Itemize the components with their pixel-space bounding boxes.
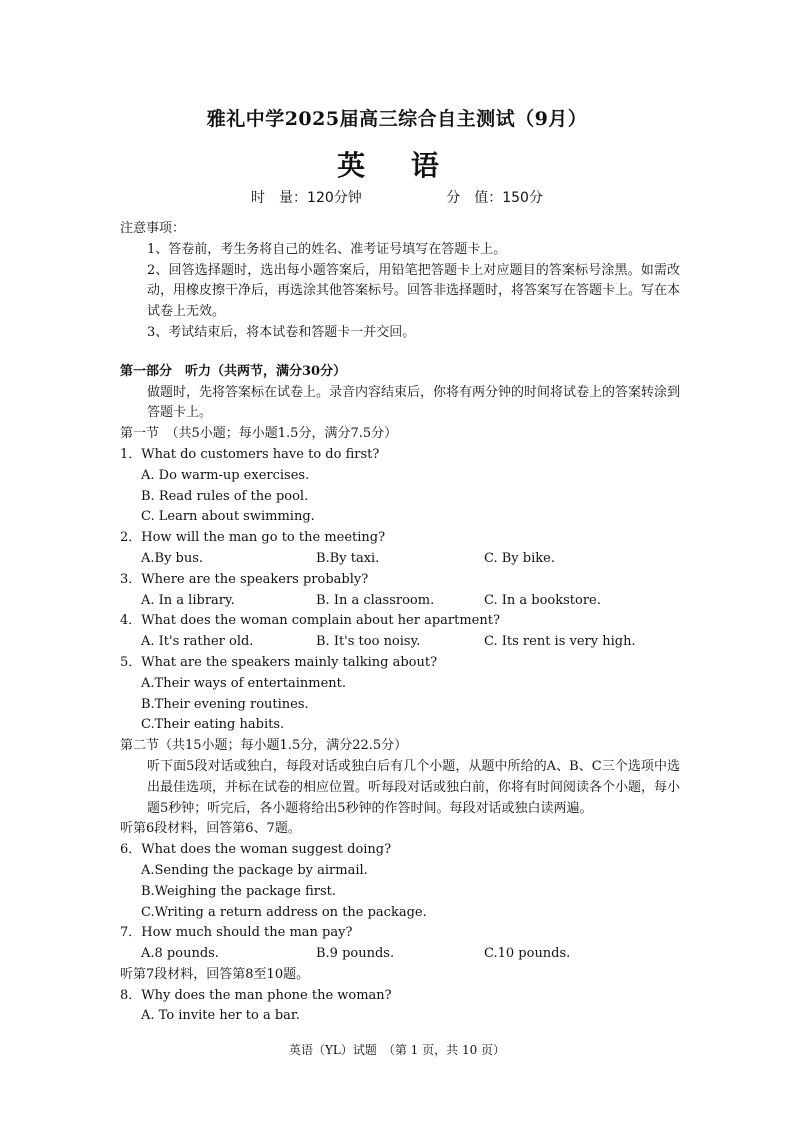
question-stem: 2．How will the man go to the meeting? <box>120 530 386 546</box>
option-b: B. It's too noisy. <box>316 634 421 650</box>
exam-content <box>120 219 680 1027</box>
part1-instructions: 做题时，先将答案标在试卷上。录音内容结束后，你将有两分钟的时间将试卷上的答案转涂到答题卡上。 <box>147 384 681 421</box>
option-b: B. In a classroom. <box>316 592 435 608</box>
exam-meta <box>0 187 794 207</box>
option-a: A. Do warm-up exercises. <box>141 467 310 483</box>
notice-item: 3、考试结束后，将本试卷和答题卡一并交回。 <box>147 324 416 340</box>
option-c: C. In a bookstore. <box>484 592 601 608</box>
question-stem: 8．Why does the man phone the woman? <box>120 987 392 1003</box>
score-label: 分 值：150分 <box>446 190 543 206</box>
question-stem: 7．How much should the man pay? <box>120 925 353 941</box>
option-a: A.Their ways of entertainment. <box>141 675 347 691</box>
option-c: C. Its rent is very high. <box>484 634 636 650</box>
option-c: C.Their eating habits. <box>141 717 285 733</box>
question-stem: 3．Where are the speakers probably? <box>120 571 369 587</box>
section1-heading: 第一节 （共5小题；每小题1.5分，满分7.5分） <box>120 426 398 442</box>
part1-heading: 第一部分 听力（共两节，满分30分） <box>120 363 347 379</box>
option-b: B.Weighing the package first. <box>141 883 336 899</box>
option-c: C.10 pounds. <box>484 946 571 962</box>
section2-heading: 第二节（共15小题；每小题1.5分，满分22.5分） <box>120 738 408 754</box>
question-stem: 6．What does the woman suggest doing? <box>120 842 392 858</box>
options-row <box>120 944 680 965</box>
question-stem: 5．What are the speakers mainly talking about? <box>120 654 438 670</box>
options-row <box>120 549 680 570</box>
option-a: A.By bus. <box>141 550 204 566</box>
option-b: B.By taxi. <box>316 550 380 566</box>
page-footer: 英语（YL）试题 （第 1 页，共 10 页） <box>288 1043 506 1057</box>
question-stem: 4．What does the woman complain about her apartment? <box>120 613 500 629</box>
question-stem: 1．What do customers have to do first? <box>120 446 380 462</box>
exam-title: 雅礼中学2025届高三综合自主测试（9月） <box>206 108 588 130</box>
option-a: A. To invite her to a bar. <box>141 1008 300 1024</box>
notice-item: 2、回答选择题时，选出每小题答案后，用铅笔把答题卡上对应题目的答案标号涂黑。如需改动，用橡皮擦干净后，再选涂其他答案标号。回答非选择题时，将答案写在答题卡上。写在本试卷上无效。 <box>147 262 681 320</box>
option-b: B.Their evening routines. <box>141 696 309 712</box>
option-a: A.8 pounds. <box>141 946 219 962</box>
option-b: B. Read rules of the pool. <box>141 488 309 504</box>
option-c: C. Learn about swimming. <box>141 509 315 525</box>
option-a: A. In a library. <box>141 592 235 608</box>
option-a: A.Sending the package by airmail. <box>141 862 368 878</box>
time-label: 时 量：120分钟 <box>251 190 362 206</box>
options-row <box>120 632 680 653</box>
material-note: 听第6段材料，回答第6、7题。 <box>120 821 301 837</box>
option-a: A. It's rather old. <box>141 634 254 650</box>
notice-item: 1、答卷前，考生务将自己的姓名、准考证号填写在答题卡上。 <box>147 241 507 257</box>
options-row <box>120 591 680 612</box>
option-c: C. By bike. <box>484 550 555 566</box>
option-c: C.Writing a return address on the package. <box>141 904 427 920</box>
option-b: B.9 pounds. <box>316 946 395 962</box>
subject-heading: 英 语 <box>337 149 457 182</box>
notice-heading: 注意事项： <box>120 221 186 236</box>
material-note: 听第7段材料，回答第8至10题。 <box>120 966 310 982</box>
section2-instructions: 听下面5段对话或独白，每段对话或独白后有几个小题，从题中所给的A、B、C三个选项中选出最佳选项，并标在试卷的相应位置。听每段对话或独白前，你将有时间阅读各个小题，每小题5秒钟；听完后，各小题将给出5秒钟的作答时间。每段对话或独白读两遍。 <box>147 758 681 816</box>
